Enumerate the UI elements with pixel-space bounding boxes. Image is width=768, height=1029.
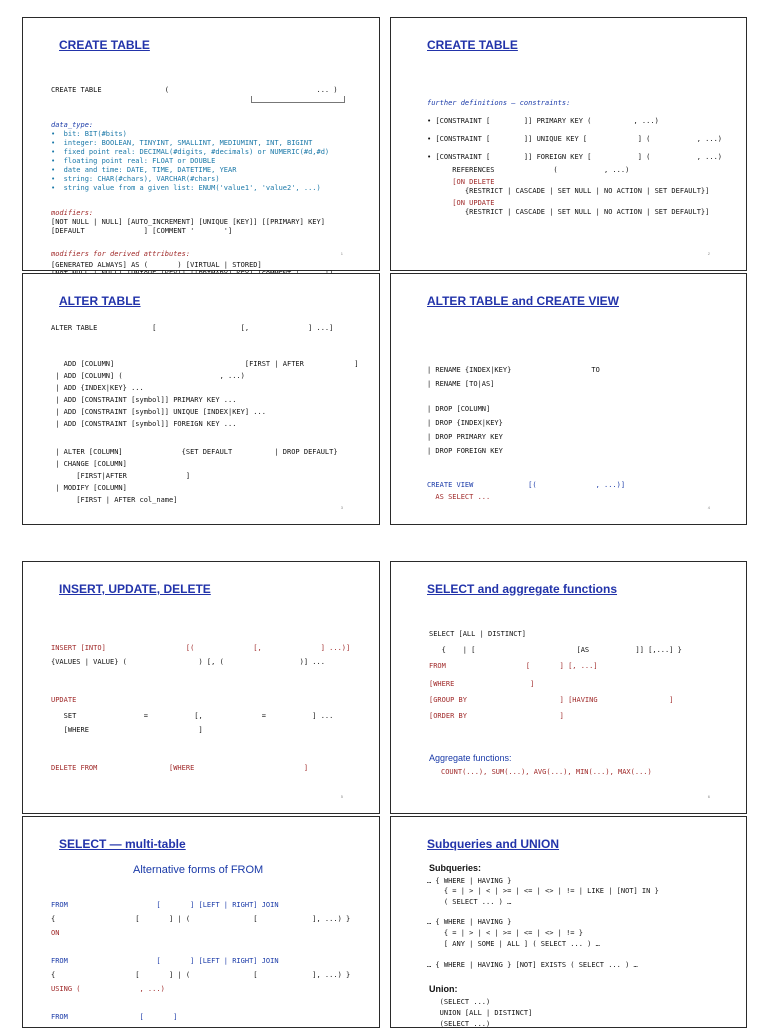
slide-title: CREATE TABLE (427, 38, 518, 52)
code-line: | MODIFY [COLUMN] (51, 484, 127, 492)
code-line: | CHANGE [COLUMN] (51, 460, 127, 468)
aggregate-list: COUNT(...), SUM(...), AVG(...), MIN(...), MAX(...) (441, 768, 652, 776)
underline-bracket (251, 96, 345, 103)
slide-title: INSERT, UPDATE, DELETE (59, 582, 211, 596)
code-line: INSERT [INTO] [( [, ] ...)] (51, 644, 351, 652)
code-line: SELECT [ALL | DISTINCT] (429, 630, 526, 638)
code-line: | RENAME {INDEX|KEY} TO (427, 366, 600, 374)
slide-select-aggregate (390, 561, 747, 814)
code-line: | ADD [CONSTRAINT [symbol]] PRIMARY KEY ... (51, 396, 237, 404)
code-line: { [ ] | ( [ ], ...) } (51, 915, 351, 923)
code-line: FROM [ ] [LEFT | RIGHT] JOIN (51, 901, 279, 909)
code-line: {RESTRICT | CASCADE | SET NULL | NO ACTION | SET DEFAULT}] (427, 187, 710, 195)
code-line: | DROP PRIMARY KEY (427, 433, 503, 441)
code-line: [NOT NULL | NULL] [AUTO_INCREMENT] [UNIQUE [KEY]] [[PRIMARY] KEY] (51, 218, 325, 226)
code-line: … { WHERE | HAVING } (427, 918, 512, 926)
slide-insert-update-delete (22, 561, 380, 814)
page-number: 1 (340, 251, 343, 256)
code-line: { = | > | < | >= | <= | <> | != } (427, 929, 583, 937)
code-line: { = | > | < | >= | <= | <> | != | LIKE | [NOT] IN } (427, 887, 659, 895)
code-line: [ ANY | SOME | ALL ] ( SELECT ... ) … (427, 940, 600, 948)
page-number: 4 (707, 505, 710, 510)
slide-title: CREATE TABLE (59, 38, 150, 52)
slide-alter-table (22, 273, 380, 525)
slide-title: ALTER TABLE and CREATE VIEW (427, 294, 619, 308)
code-line: • fixed point real: DECIMAL(#digits, #decimals) or NUMERIC(#d,#d) (51, 148, 330, 156)
code-line: • [CONSTRAINT [ ]] FOREIGN KEY [ ] ( , ...) (427, 153, 723, 161)
code-line: • integer: BOOLEAN, TINYINT, SMALLINT, MEDIUMINT, INT, BIGINT (51, 139, 313, 147)
code-line: | ADD [COLUMN] ( , ...) (51, 372, 245, 380)
code-line: • string: CHAR(#chars), VARCHAR(#chars) (51, 175, 220, 183)
code-line: [FIRST | AFTER col_name] (51, 496, 178, 504)
code-line: ON (51, 929, 60, 937)
code-line: FROM [ ] (51, 1013, 178, 1021)
code-line: [WHERE ] (429, 680, 535, 688)
code-line: • [CONSTRAINT [ ]] PRIMARY KEY ( , ...) (427, 117, 659, 125)
code-line: | ADD {INDEX|KEY} ... (51, 384, 144, 392)
slide-title: ALTER TABLE (59, 294, 141, 308)
union-label: Union: (429, 984, 458, 994)
code-line: DELETE FROM [WHERE ] (51, 764, 309, 772)
code-line: [GENERATED ALWAYS] AS ( ) [VIRTUAL | STORED] (51, 261, 262, 269)
code-line: [ORDER BY ] (429, 712, 564, 720)
code-line: [ON UPDATE (427, 199, 495, 207)
code-line: | ADD [CONSTRAINT [symbol]] UNIQUE [INDEX|KEY] ... (51, 408, 266, 416)
code-line: modifiers for derived attributes: (51, 250, 191, 258)
code-line: [FIRST|AFTER ] (51, 472, 191, 480)
code-line: ( SELECT ... ) … (427, 898, 512, 906)
code-line: [GROUP BY ] [HAVING ] (429, 696, 674, 704)
code-line: REFERENCES ( , ...) (427, 166, 630, 174)
code-line: [ON DELETE (427, 178, 495, 186)
code-line: | DROP [COLUMN] (427, 405, 491, 413)
code-line: UNION [ALL | DISTINCT] (427, 1009, 533, 1017)
code-line: ALTER TABLE [ [, ] ...] (51, 324, 334, 332)
slide-create-table-2 (390, 17, 747, 271)
code-line: • string value from a given list: ENUM('value1', 'value2', ...) (51, 184, 321, 192)
code-line: { [ ] | ( [ ], ...) } (51, 971, 351, 979)
code-line: AS SELECT ... (427, 493, 491, 501)
code-line: CREATE VIEW [( , ...)] (427, 481, 626, 489)
code-line: FROM [ ] [LEFT | RIGHT] JOIN (51, 957, 279, 965)
slide-title: SELECT and aggregate functions (427, 582, 618, 596)
code-line: (SELECT ...) (427, 1020, 491, 1028)
code-line: … { WHERE | HAVING } [NOT] EXISTS ( SELECT ... ) … (427, 961, 638, 969)
code-line: SET = [, = ] ... (51, 712, 334, 720)
code-line: { | [ [AS ]] [,...] } (429, 646, 682, 654)
slide-title: Subqueries and UNION (427, 837, 560, 851)
page-number: 2 (707, 251, 710, 256)
code-line: • date and time: DATE, TIME, DATETIME, YEAR (51, 166, 237, 174)
code-line: | DROP FOREIGN KEY (427, 447, 503, 455)
code-line: {RESTRICT | CASCADE | SET NULL | NO ACTION | SET DEFAULT}] (427, 208, 710, 216)
code-line: … { WHERE | HAVING } (427, 877, 512, 885)
code-line: FROM [ ] [, ...] (429, 662, 598, 670)
slide-create-table-1 (22, 17, 380, 271)
code-line: | ALTER [COLUMN] {SET DEFAULT | DROP DEFAULT} (51, 448, 338, 456)
code-line: | DROP {INDEX|KEY} (427, 419, 503, 427)
page-number: 6 (707, 794, 710, 799)
slide-title: SELECT — multi-table (59, 837, 186, 851)
aggregate-title: Aggregate functions: (429, 753, 512, 763)
code-line: • floating point real: FLOAT or DOUBLE (51, 157, 216, 165)
slide-subtitle: Alternative forms of FROM (133, 864, 264, 876)
slide-subqueries-union (390, 816, 747, 1028)
page-number: 3 (340, 505, 343, 510)
code-line: ADD [COLUMN] [FIRST | AFTER ] (51, 360, 359, 368)
code-line: | RENAME [TO|AS] (427, 380, 495, 388)
code-line: UPDATE (51, 696, 77, 704)
code-line: USING ( , ...) (51, 985, 165, 993)
slide-alter-table-create-view (390, 273, 747, 525)
slide-select-multitable (22, 816, 380, 1028)
code-line: [WHERE ] (51, 726, 203, 734)
code-line: • [CONSTRAINT [ ]] UNIQUE KEY [ ] ( , ...) (427, 135, 723, 143)
code-line: (SELECT ...) (427, 998, 491, 1006)
subqueries-label: Subqueries: (429, 863, 482, 873)
code-line: • bit: BIT(#bits) (51, 130, 127, 138)
code-line: | ADD [CONSTRAINT [symbol]] FOREIGN KEY ... (51, 420, 237, 428)
code-line: CREATE TABLE ( ... ) (51, 86, 338, 94)
code-line: data_type: (51, 121, 94, 129)
code-line: modifiers: (51, 209, 94, 217)
page-number: 5 (340, 794, 343, 799)
code-line: [DEFAULT ] [COMMENT ' '] (51, 227, 233, 235)
code-line: further definitions – constraints: (427, 99, 571, 107)
code-line: {VALUES | VALUE} ( ) [, ( )] ... (51, 658, 325, 666)
